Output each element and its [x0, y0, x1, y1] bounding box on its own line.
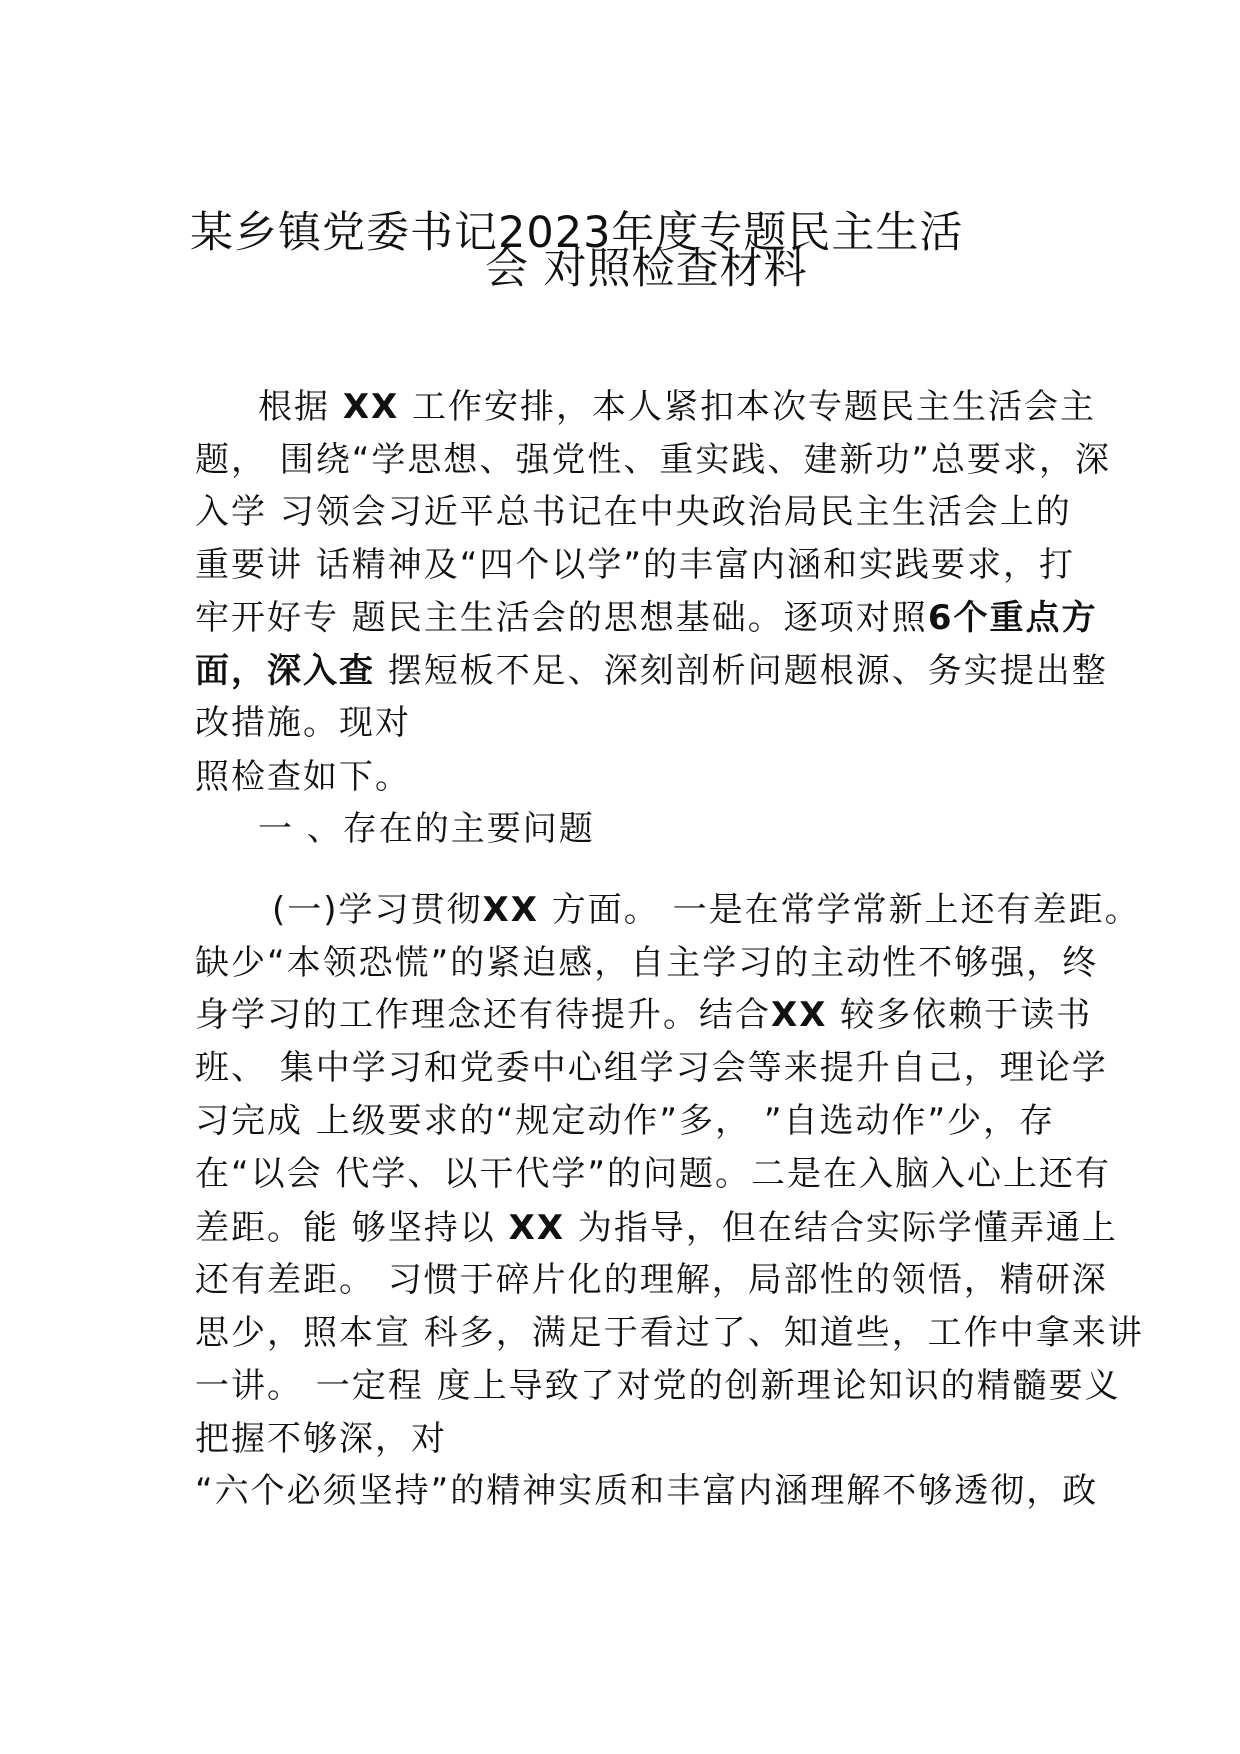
text-segment: 一 、存在的主要问题: [258, 809, 595, 849]
body-line: [195, 995, 1093, 1035]
text-segment: 牢开好专 题民主生活会的思想基础。逐项对照: [195, 598, 928, 638]
body-line: [258, 387, 1097, 427]
body-line: [195, 1208, 1118, 1248]
text-segment: 缺少“本领恐慌”的紧迫感，自主学习的主动性不够强，终: [195, 943, 1099, 983]
body-line: [195, 1419, 447, 1459]
body-line: [195, 1260, 1108, 1300]
body-line: [195, 598, 1098, 638]
body-line: [195, 1366, 1121, 1406]
text-segment: 照检查如下。: [195, 757, 411, 797]
text-segment: 习完成 上级要求的“规定动作”多， ”自选动作”少，存: [195, 1101, 1056, 1141]
body-line: [272, 890, 1141, 930]
text-segment: 在“以会 代学、以干代学”的问题。二是在入脑入心上还有: [195, 1154, 1112, 1194]
text-segment: 为指导，但在结合实际学懂弄通上: [565, 1208, 1118, 1248]
text-segment: 把握不够深，对: [195, 1419, 447, 1459]
body-line: [195, 1101, 1056, 1141]
bold-text-segment: XX: [508, 1208, 566, 1248]
text-segment: 一讲。 一定程 度上导致了对党的创新理论知识的精髓要义: [195, 1366, 1121, 1406]
text-segment: 入学 习领会习近平总书记在中央政治局民主生活会上的: [195, 492, 1072, 532]
body-line: [195, 943, 1099, 983]
body-line: [195, 1048, 1108, 1088]
body-line: [195, 1313, 1144, 1353]
text-segment: (一)学习贯彻: [272, 890, 483, 930]
bold-text-segment: XX: [342, 387, 400, 427]
text-segment: 差距。能 够坚持以: [195, 1208, 509, 1248]
bold-text-segment: XX: [482, 890, 539, 930]
text-segment: 改措施。现对: [195, 703, 411, 743]
text-segment: 题， 围绕“学思想、强党性、重实践、建新功”总要求，深: [195, 440, 1112, 480]
body-line: [195, 703, 411, 743]
text-segment: 较多依赖于读书: [827, 995, 1093, 1035]
bold-text-segment: 6个重点方: [927, 598, 1098, 638]
text-segment: 班、 集中学习和党委中心组学习会等来提升自己，理论学: [195, 1048, 1108, 1088]
body-line: [195, 1154, 1112, 1194]
body-line: [195, 757, 411, 797]
text-segment: 重要讲 话精神及“四个以学”的丰富内涵和实践要求，打: [195, 545, 1076, 585]
text-segment: 还有差距。 习惯于碎片化的理解，局部性的领悟，精研深: [195, 1260, 1108, 1300]
body-line: [195, 1471, 1099, 1511]
text-segment: 身学习的工作理念还有待提升。结合: [195, 995, 771, 1035]
bold-text-segment: 面，深入查: [195, 651, 375, 691]
text-segment: 根据: [258, 387, 343, 427]
body-line: [195, 545, 1076, 585]
bold-text-segment: XX: [771, 995, 828, 1035]
text-segment: 方面。 一是在常学常新上还有差距。: [538, 890, 1141, 930]
body-line: [258, 809, 595, 849]
body-line: [195, 651, 1108, 691]
text-segment: 摆短板不足、深刻剖析问题根源、务实提出整: [375, 651, 1108, 691]
body-line: [195, 492, 1072, 532]
text-segment: 思少，照本宣 科多，满足于看过了、知道些，工作中拿来讲: [195, 1313, 1144, 1353]
body-line: [195, 440, 1112, 480]
document-title-line-1: 某乡镇党委书记2023年度专题民主生活: [190, 208, 964, 258]
document-title-line-2: 会 对照检查材料: [485, 244, 808, 294]
text-segment: “六个必须坚持”的精神实质和丰富内涵理解不够透彻，政: [195, 1471, 1099, 1511]
text-segment: 工作安排，本人紧扣本次专题民主生活会主: [399, 387, 1097, 427]
